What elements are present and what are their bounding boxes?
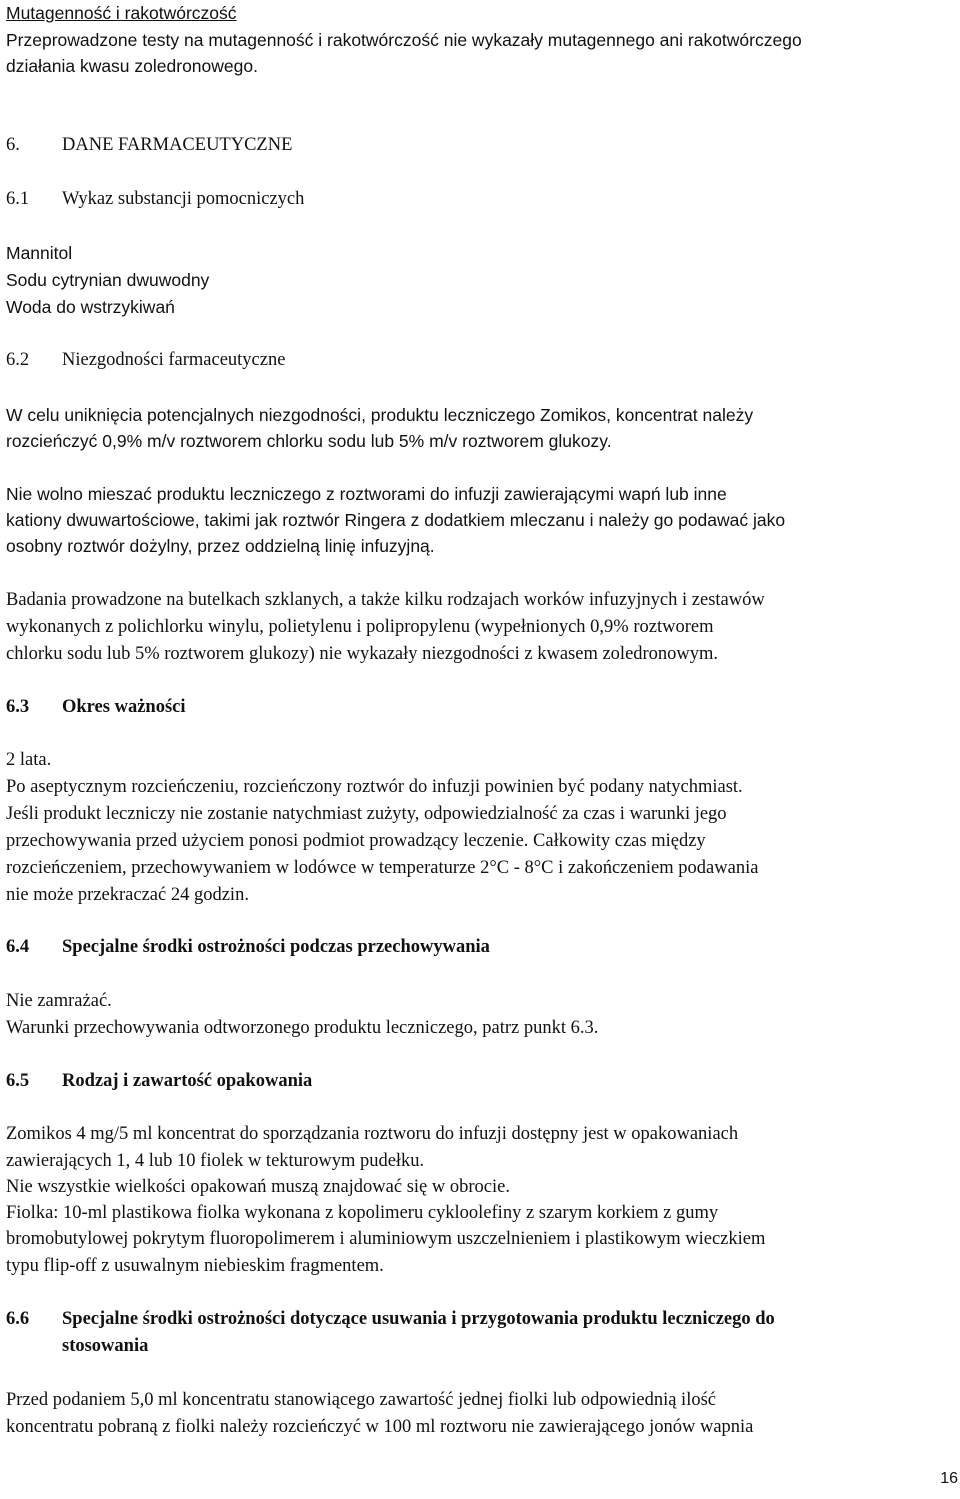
packaging-text-line: bromobutylowej pokrytym fluoropolimerem i aluminiowym uszczelnieniem i plastikowym wieczkiem [6, 1229, 766, 1249]
page-number: 16 [940, 1470, 958, 1487]
excipient-item: Woda do wstrzykiwań [6, 297, 175, 317]
section-number: 6.2 [6, 350, 30, 370]
storage-text-line: Warunki przechowywania odtworzonego produktu leczniczego, patrz punkt 6.3. [6, 1018, 599, 1038]
section-title: Rodzaj i zawartość opakowania [62, 1071, 313, 1091]
incompatibility-text-line: Badania prowadzone na butelkach szklanych, a także kilku rodzajach worków infuzyjnych i zestawów [6, 590, 765, 610]
disposal-text-line: Przed podaniem 5,0 ml koncentratu stanowiącego zawartość jednej fiolki lub odpowiednią ilość [6, 1390, 716, 1410]
packaging-text-line: Fiolka: 10-ml plastikowa fiolka wykonana z kopolimeru cykloolefiny z szarym korkiem z gumy [6, 1203, 719, 1223]
excipient-item: Mannitol [6, 243, 73, 263]
section-6-2-heading [6, 347, 285, 373]
section-6-5-heading [6, 1068, 312, 1094]
shelf-life-text-line: Po aseptycznym rozcieńczeniu, rozcieńczony roztwór do infuzji powinien być podany natychmiast. [6, 777, 743, 797]
packaging-text-line: Nie wszystkie wielkości opakowań muszą znajdować się w obrocie. [6, 1177, 510, 1197]
section-title: DANE FARMACEUTYCZNE [62, 135, 293, 155]
section-6-3-heading [6, 694, 186, 720]
section-number: 6.6 [6, 1309, 30, 1329]
section-6-4-heading [6, 934, 490, 960]
section-number: 6.1 [6, 189, 30, 209]
section-title: Okres ważności [62, 697, 186, 717]
incompatibility-text-line: chlorku sodu lub 5% roztworem glukozy) nie wykazały niezgodności z kwasem zoledronowym. [6, 644, 719, 664]
section-number: 6.4 [6, 937, 30, 957]
section-title: Niezgodności farmaceutyczne [62, 350, 286, 370]
mutagenicity-text-line: działania kwasu zoledronowego. [6, 56, 258, 76]
incompatibility-text-line: rozcieńczyć 0,9% m/v roztworem chlorku sodu lub 5% m/v roztworem glukozy. [6, 431, 612, 451]
incompatibility-text-line: wykonanych z polichlorku winylu, polietylenu i polipropylenu (wypełnionych 0,9% roztworem [6, 617, 714, 637]
section-number: 6.3 [6, 697, 30, 717]
mutagenicity-heading: Mutagenność i rakotwórczość [6, 3, 237, 23]
section-6-6-heading [6, 1306, 775, 1332]
shelf-life-text-line: nie może przekraczać 24 godzin. [6, 885, 249, 905]
section-title-continuation: stosowania [62, 1336, 149, 1356]
packaging-text-line: Zomikos 4 mg/5 ml koncentrat do sporządzania roztworu do infuzji dostępny jest w opakowaniach [6, 1124, 739, 1144]
incompatibility-text-line: W celu uniknięcia potencjalnych niezgodności, produktu leczniczego Zomikos, koncentrat należy [6, 405, 754, 425]
section-number: 6.5 [6, 1071, 30, 1091]
shelf-life-text-line: rozcieńczeniem, przechowywaniem w lodówce w temperaturze 2°C - 8°C i zakończeniem podawania [6, 858, 759, 878]
disposal-text-line: koncentratu pobraną z fiolki należy rozcieńczyć w 100 ml roztworu nie zawierającego jonów wapnia [6, 1417, 754, 1437]
shelf-life-text-line: 2 lata. [6, 750, 52, 770]
mutagenicity-text-line: Przeprowadzone testy na mutagenność i rakotwórczość nie wykazały mutagennego ani rakotwórczego [6, 30, 802, 50]
section-title: Specjalne środki ostrożności podczas przechowywania [62, 937, 490, 957]
incompatibility-text-line: osobny roztwór dożylny, przez oddzielną linię infuzyjną. [6, 536, 435, 556]
storage-text-line: Nie zamrażać. [6, 991, 112, 1011]
packaging-text-line: zawierających 1, 4 lub 10 fiolek w tekturowym pudełku. [6, 1151, 425, 1171]
section-title: Specjalne środki ostrożności dotyczące usuwania i przygotowania produktu leczniczego do [62, 1309, 775, 1329]
incompatibility-text-line: Nie wolno mieszać produktu leczniczego z roztworami do infuzji zawierającymi wapń lub inne [6, 484, 727, 504]
incompatibility-text-line: kationy dwuwartościowe, takimi jak roztwór Ringera z dodatkiem mleczanu i należy go podawać jako [6, 510, 786, 530]
section-title: Wykaz substancji pomocniczych [62, 189, 305, 209]
section-6-heading [6, 132, 292, 158]
section-6-1-heading [6, 186, 304, 212]
packaging-text-line: typu flip-off z usuwalnym niebieskim fragmentem. [6, 1256, 384, 1276]
excipient-item: Sodu cytrynian dwuwodny [6, 270, 210, 290]
shelf-life-text-line: Jeśli produkt leczniczy nie zostanie natychmiast zużyty, odpowiedzialność za czas i warunki jego [6, 804, 727, 824]
section-number: 6. [6, 135, 20, 155]
shelf-life-text-line: przechowywania przed użyciem ponosi podmiot prowadzący leczenie. Całkowity czas między [6, 831, 706, 851]
